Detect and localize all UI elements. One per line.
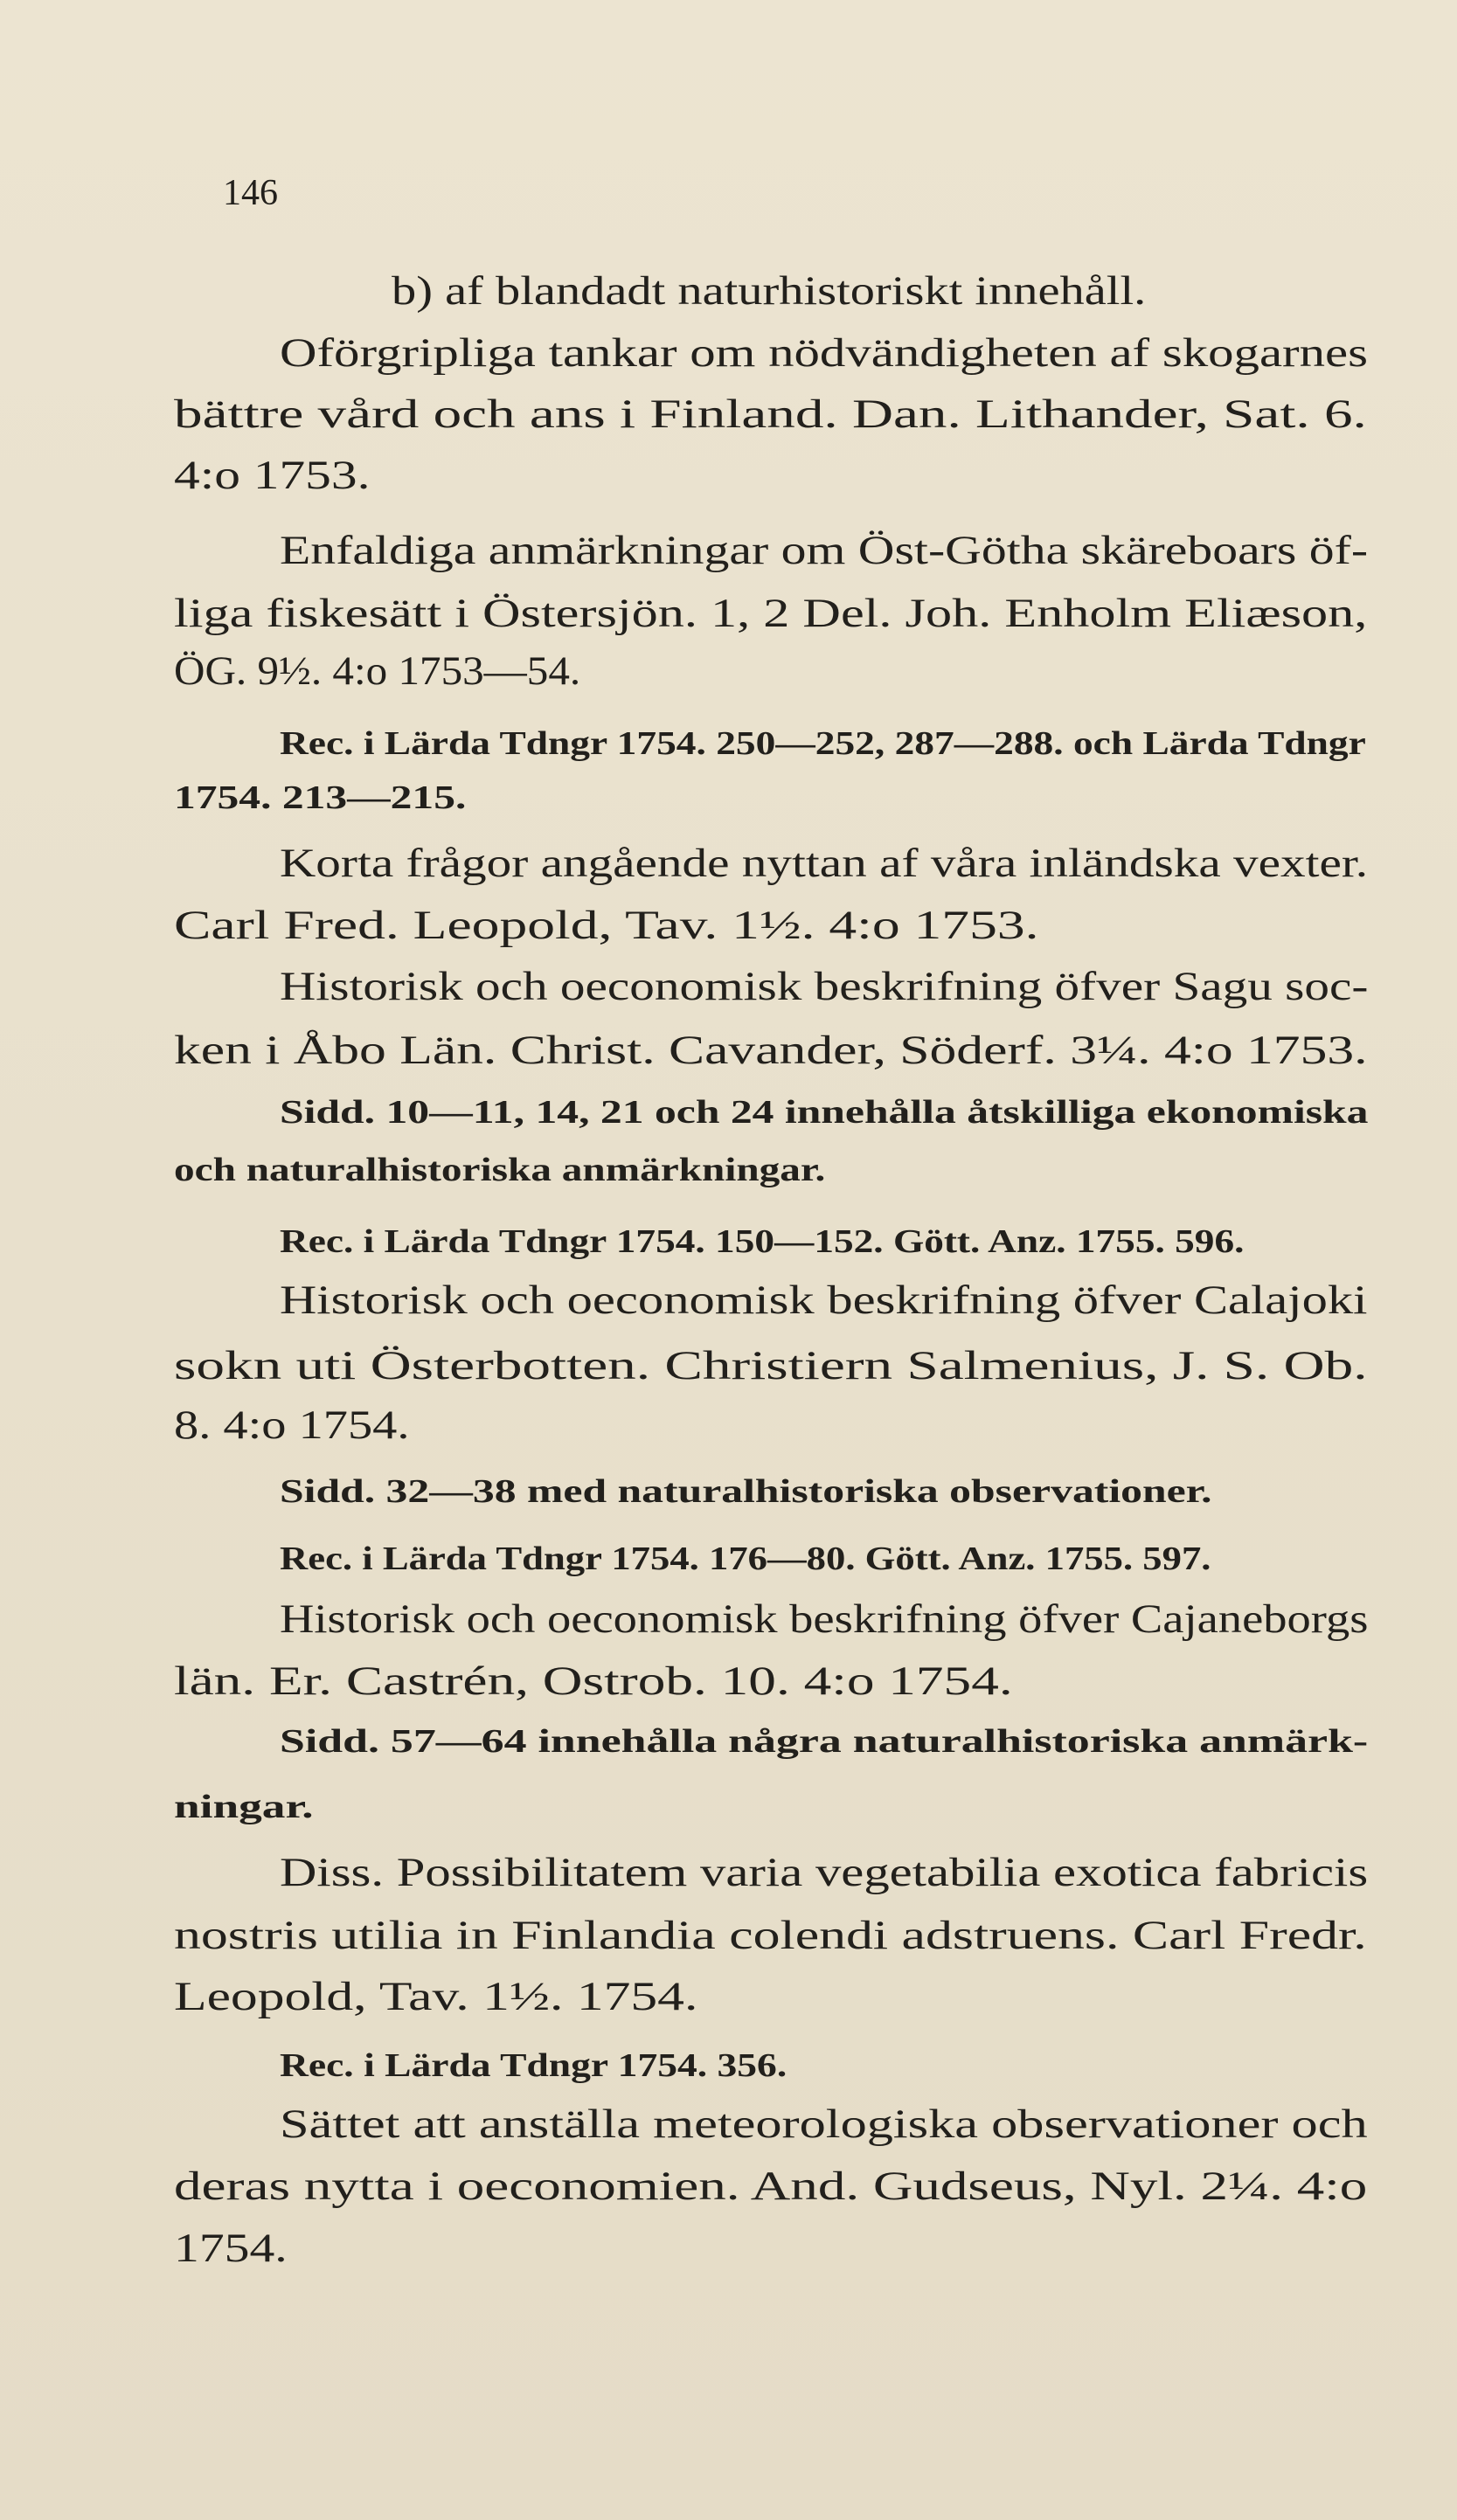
text-line: Carl Fred. Leopold, Tav. 1½. 4:o 1753. [174, 903, 1039, 948]
text-line: 1754. 213—215. [174, 779, 467, 816]
text-line: och naturalhistoriska anmärkningar. [174, 1152, 826, 1188]
text-line: b) af blandadt naturhistoriskt innehåll. [392, 268, 1147, 314]
text-line: sokn uti Österbotten. Christiern Salmenius, J. S. Ob. [174, 1343, 1368, 1388]
page-number: 146 [223, 173, 278, 213]
text-line: 8. 4:o 1754. [174, 1402, 410, 1448]
text-line: Leopold, Tav. 1½. 1754. [174, 1974, 698, 2019]
text-line: Historisk och oeconomisk beskrifning öfver Sagu soc- [280, 964, 1369, 1009]
text-line: Historisk och oeconomisk beskrifning öfver Calajoki [280, 1277, 1368, 1323]
text-line: Korta frågor angående nyttan af våra inländska vexter. [280, 841, 1369, 886]
text-line: Historisk och oeconomisk beskrifning öfver Cajaneborgs [280, 1596, 1369, 1642]
text-line: Sidd. 32—38 med naturalhistoriska observationer. [280, 1473, 1212, 1510]
text-line: deras nytta i oeconomien. And. Gudseus, Nyl. 2¼. 4:o [174, 2163, 1368, 2209]
text-line: 1754. [174, 2226, 288, 2271]
text-line: Diss. Possibilitatem varia vegetabilia exotica fabricis [280, 1850, 1369, 1895]
text-line: ken i Åbo Län. Christ. Cavander, Söderf. 3¼. 4:o 1753. [174, 1028, 1368, 1073]
text-line: nostris utilia in Finlandia colendi adstruens. Carl Fredr. [174, 1913, 1367, 1958]
text-line: bättre vård och ans i Finland. Dan. Lithander, Sat. 6. [174, 391, 1367, 437]
text-line: liga fiskesätt i Östersjön. 1, 2 Del. Joh. Enholm Eliæson, [174, 591, 1368, 636]
text-line: Sidd. 57—64 innehålla några naturalhistoriska anmärk- [280, 1723, 1369, 1760]
text-line: ÖG. 9½. 4:o 1753—54. [174, 648, 581, 694]
text-line: Rec. i Lärda Tdngr 1754. 250—252, 287—288. och Lärda Tdngr [280, 725, 1366, 762]
text-line: 4:o 1753. [174, 453, 371, 498]
text-line: Sättet att anställa meteorologiska observationer och [280, 2101, 1368, 2147]
text-line: Oförgripliga tankar om nödvändigheten af skogarnes [280, 330, 1369, 376]
text-line: län. Er. Castrén, Ostrob. 10. 4:o 1754. [174, 1658, 1013, 1704]
text-line: Rec. i Lärda Tdngr 1754. 356. [280, 2047, 787, 2084]
text-line: ningar. [174, 1789, 314, 1825]
text-line: Sidd. 10—11, 14, 21 och 24 innehålla åtskilliga ekonomiska [280, 1094, 1369, 1131]
text-line: Rec. i Lärda Tdngr 1754. 150—152. Gött. Anz. 1755. 596. [280, 1223, 1245, 1260]
text-line: Rec. i Lärda Tdngr 1754. 176—80. Gött. Anz. 1755. 597. [280, 1540, 1211, 1577]
text-line: Enfaldiga anmärkningar om Öst-Götha skäreboars öf- [280, 528, 1369, 573]
